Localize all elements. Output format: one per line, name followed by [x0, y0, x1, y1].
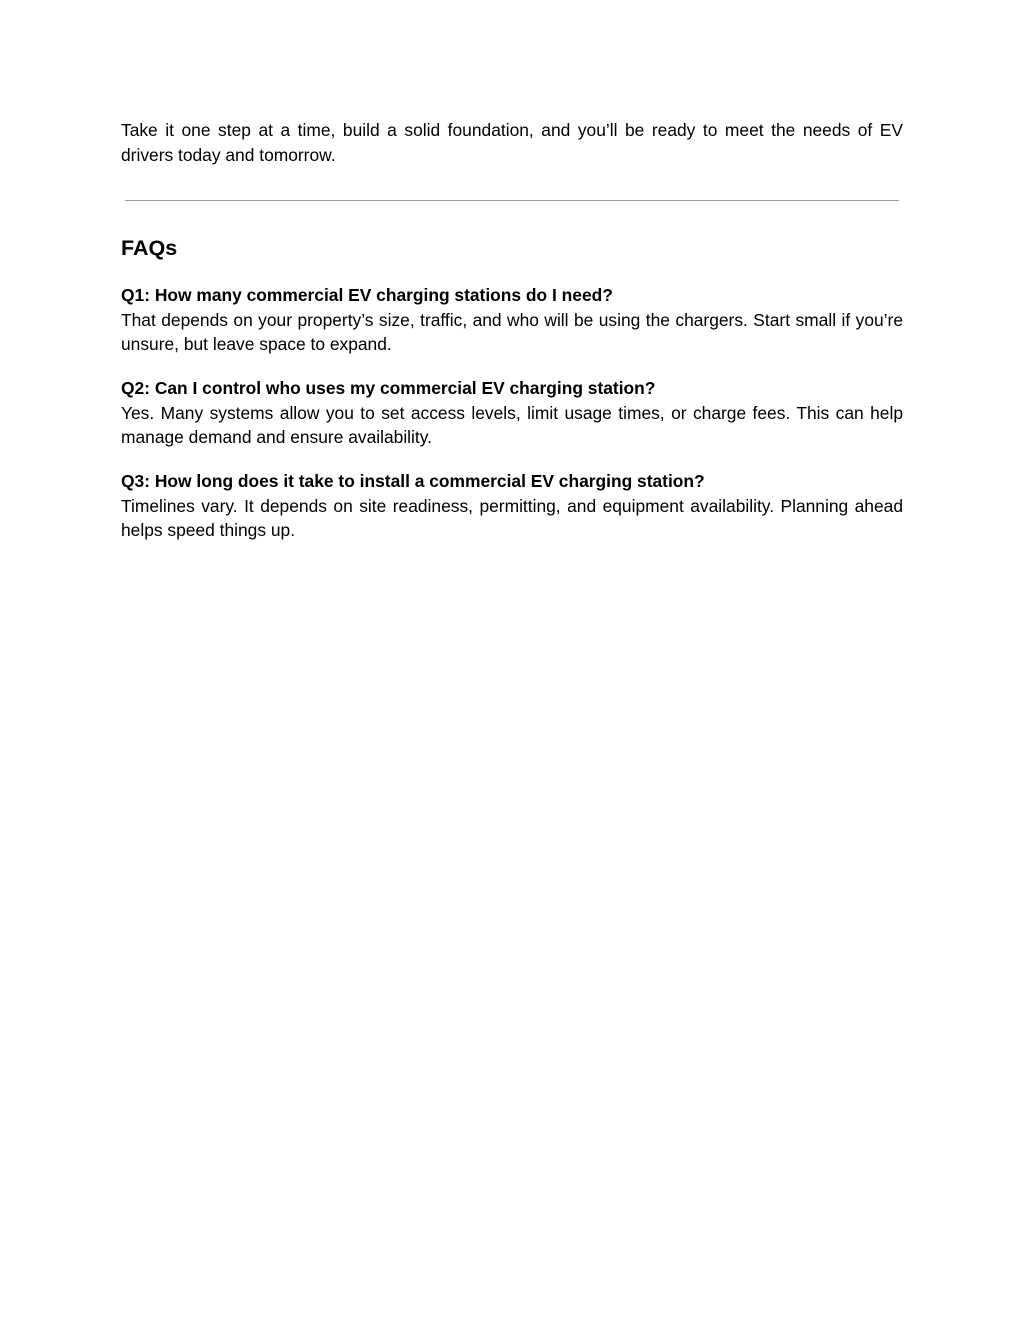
- faq-question: Q1: How many commercial EV charging stations do I need?: [121, 285, 613, 305]
- faq-item-1: [121, 283, 903, 357]
- faq-item-3: [121, 469, 903, 543]
- faq-question: Q3: How long does it take to install a commercial EV charging station?: [121, 471, 705, 491]
- document-page: [121, 118, 903, 562]
- intro-paragraph: Take it one step at a time, build a solid foundation, and you’ll be ready to meet the needs of EV drivers today and tomorrow.: [121, 120, 903, 165]
- section-divider: [125, 200, 899, 201]
- faq-heading: FAQs: [121, 236, 178, 260]
- faq-list: [121, 283, 903, 543]
- faq-answer: Yes. Many systems allow you to set access levels, limit usage times, or charge fees. This can help manage demand and ensure availability.: [121, 402, 903, 447]
- faq-question: Q2: Can I control who uses my commercial EV charging station?: [121, 378, 656, 398]
- faq-answer: Timelines vary. It depends on site readiness, permitting, and equipment availability. Planning ahead helps speed things up.: [121, 495, 903, 540]
- faq-answer: That depends on your property’s size, traffic, and who will be using the chargers. Start small if you’re unsure, but leave space to expand.: [121, 309, 903, 354]
- faq-item-2: [121, 376, 903, 450]
